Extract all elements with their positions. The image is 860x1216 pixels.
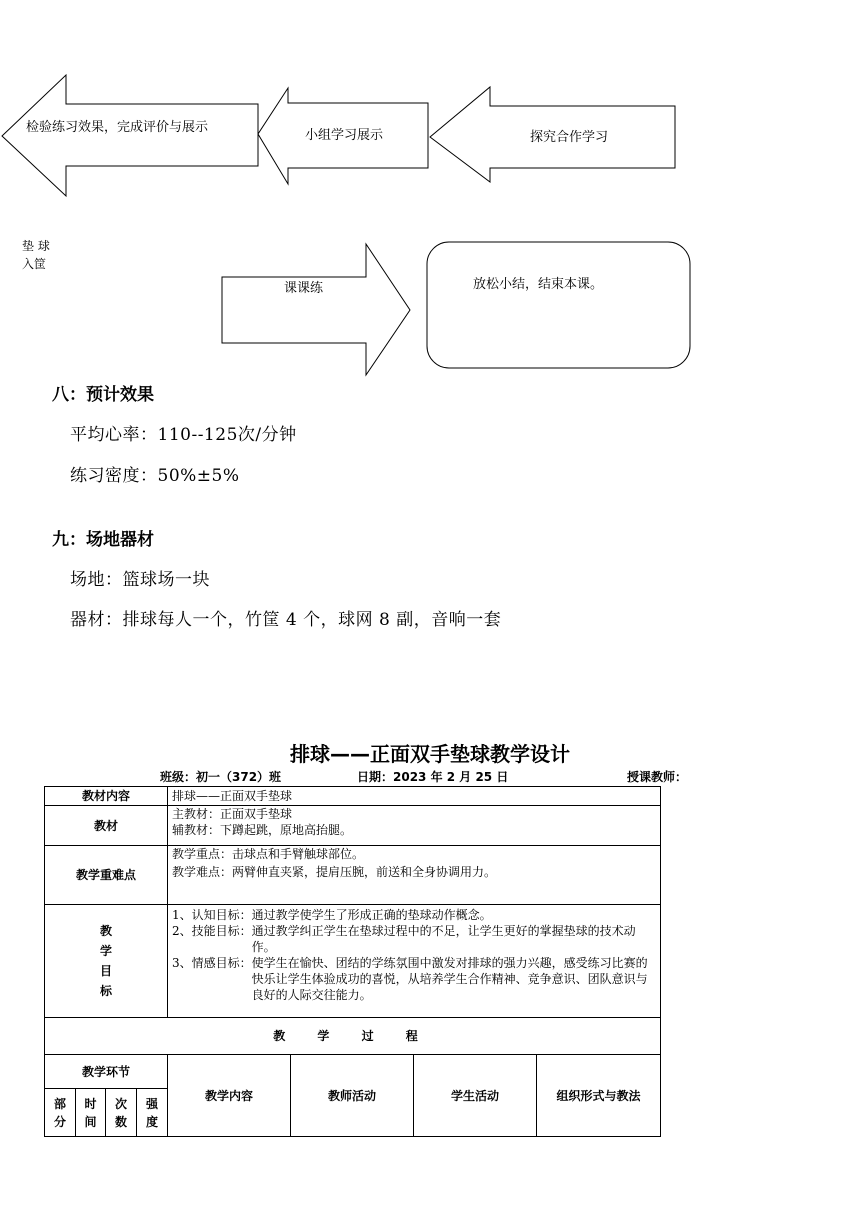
header-char: 强 <box>146 1096 159 1111</box>
header-char: 数 <box>114 1114 127 1129</box>
header-student: 学生活动 <box>414 1055 537 1137</box>
section9-heading: 九：场地器材 <box>52 530 154 550</box>
key-point: 教学重点：击球点和手臂触球部位。 <box>172 847 365 861</box>
difficult-point: 教学难点：两臂伸直夹紧，提肩压腕，前送和全身协调用力。 <box>172 865 497 879</box>
arrow-right-label: 探究合作学习 <box>530 130 609 145</box>
header-char: 时 <box>84 1096 97 1111</box>
goals-label-char: 标 <box>100 984 113 998</box>
goal-text: 使学生在愉快、团结的学练氛围中激发对排球的强力兴趣，感受练习比赛的快乐让学生体验成功的喜悦，从培养学生合作精神、竞争意识、团队意识与良好的人际交往能力。 <box>251 956 648 1002</box>
header-org: 组织形式与教法 <box>537 1055 661 1137</box>
row-label: 教学重难点 <box>45 846 168 905</box>
goals-label-char: 学 <box>100 944 113 958</box>
row-label <box>45 905 168 1018</box>
header-part <box>45 1089 76 1137</box>
table-row <box>45 1018 661 1055</box>
header-char: 部 <box>53 1096 66 1111</box>
arrow-practice-shape <box>222 244 410 375</box>
header-char: 分 <box>53 1114 66 1129</box>
process-title: 教 学 过 程 <box>45 1018 661 1055</box>
goal-item <box>172 955 656 1003</box>
row-value: 排球——正面双手垫球 <box>168 787 661 806</box>
goal-text: 通过教学纠正学生在垫球过程中的不足，让学生更好的掌握垫球的技术动作。 <box>251 924 636 954</box>
class-label: 班级：初一（372）班 <box>160 770 282 784</box>
header-teacher: 教师活动 <box>291 1055 414 1137</box>
goal-prefix: 1、认知目标： <box>172 908 252 922</box>
goal-item <box>172 907 656 923</box>
header-intensity <box>137 1089 168 1137</box>
document-title: 排球——正面双手垫球教学设计 <box>290 742 570 766</box>
teacher-label: 授课教师： <box>627 770 688 784</box>
section9-line1: 场地：篮球场一块 <box>70 570 210 590</box>
header-time <box>76 1089 106 1137</box>
header-char: 次 <box>114 1096 127 1111</box>
arrow-left-label: 检验练习效果，完成评价与展示 <box>26 120 209 135</box>
end-box-label: 放松小结，结束本课。 <box>473 277 604 292</box>
header-char: 间 <box>84 1114 97 1129</box>
header-char: 度 <box>146 1114 159 1129</box>
table-row <box>45 787 661 806</box>
row-label: 教材 <box>45 806 168 846</box>
table-header-row <box>45 1055 661 1089</box>
goal-prefix: 2、技能目标： <box>172 924 252 938</box>
section8-line2: 练习密度：50%±5% <box>70 466 240 486</box>
row-value <box>168 905 661 1018</box>
section8-line1: 平均心率：110--125次/分钟 <box>70 425 297 445</box>
section9-line2: 器材：排球每人一个，竹筐 4 个，球网 8 副，音响一套 <box>70 610 502 630</box>
main-material: 主教材：正面双手垫球 <box>172 807 293 821</box>
row-label: 教材内容 <box>45 787 168 806</box>
goals-label-char: 目 <box>100 964 113 978</box>
section8-heading: 八：预计效果 <box>52 385 154 405</box>
goal-text: 通过教学使学生了形成正确的垫球动作概念。 <box>251 908 492 922</box>
header-content: 教学内容 <box>168 1055 291 1137</box>
header-link: 教学环节 <box>45 1055 168 1089</box>
arrow-mid-label: 小组学习展示 <box>305 128 384 143</box>
header-count <box>106 1089 137 1137</box>
table-row <box>45 806 661 846</box>
date-label: 日期：2023 年 2 月 25 日 <box>357 770 509 784</box>
row-value <box>168 846 661 905</box>
lesson-plan-table <box>44 786 661 1137</box>
arrow-practice-label: 课课练 <box>284 281 324 296</box>
table-row <box>45 905 661 1018</box>
flow-diagram <box>0 0 860 380</box>
aux-material: 辅教材：下蹲起跳，原地高抬腿。 <box>172 823 353 837</box>
end-box-shape <box>427 242 690 368</box>
side-note: 垫 球 入筐 <box>22 239 50 271</box>
goals-label <box>49 921 163 1001</box>
row-value <box>168 806 661 846</box>
goals-label-char: 教 <box>100 924 113 938</box>
goal-prefix: 3、情感目标： <box>172 956 252 970</box>
table-row <box>45 846 661 905</box>
goal-item <box>172 923 656 955</box>
